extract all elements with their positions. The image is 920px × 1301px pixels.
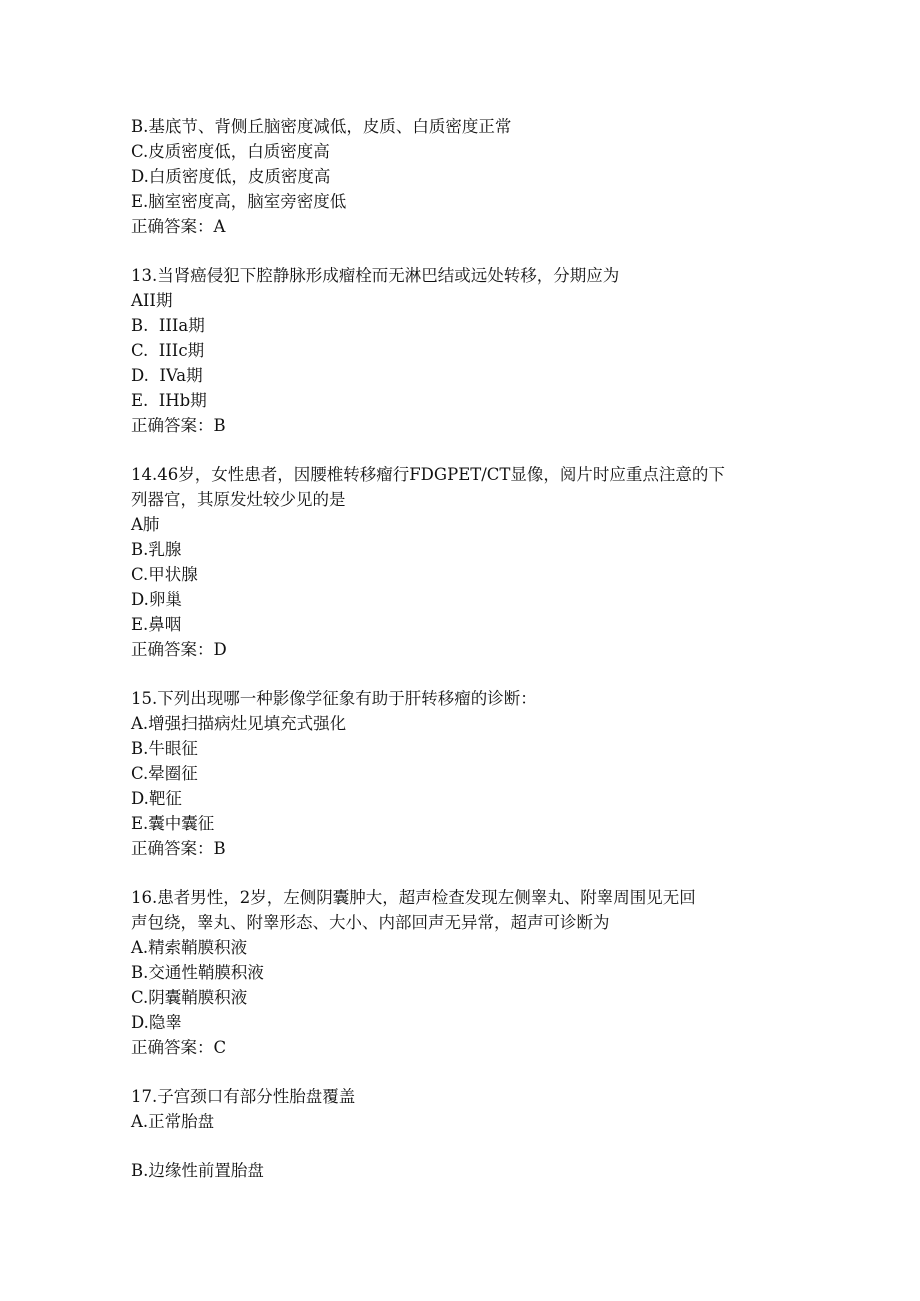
option-c: C.阴囊鞘膜积液	[131, 988, 248, 1007]
option-c: C.甲状腺	[131, 565, 198, 584]
option-b: B.基底节、背侧丘脑密度减低，皮质、白质密度正常	[131, 117, 512, 136]
document-page	[131, 114, 811, 1183]
question-stem-cont: 列器官，其原发灶较少见的是	[131, 490, 346, 509]
option-a: A.增强扫描病灶见填充式强化	[131, 714, 347, 733]
question-14	[131, 462, 811, 662]
option-e: E.脑室密度高，脑室旁密度低	[131, 192, 347, 211]
option-c: C.皮质密度低，白质密度高	[131, 142, 330, 161]
option-e: E. IHb期	[131, 391, 207, 410]
question-13	[131, 263, 811, 438]
option-e: E.囊中囊征	[131, 814, 215, 833]
correct-answer: 正确答案：B	[131, 416, 226, 435]
question-stem: 13.当肾癌侵犯下腔静脉形成瘤栓而无淋巴结或远处转移，分期应为	[131, 266, 620, 285]
question-16	[131, 885, 811, 1060]
correct-answer: 正确答案：A	[131, 217, 226, 236]
question-12-tail	[131, 114, 811, 239]
question-stem: 15.下列出现哪一种影像学征象有助于肝转移瘤的诊断：	[131, 689, 537, 708]
option-d: D.白质密度低，皮质密度高	[131, 167, 331, 186]
question-stem: 17.子宫颈口有部分性胎盘覆盖	[131, 1087, 356, 1106]
option-d: D.卵巢	[131, 590, 182, 609]
option-e: E.鼻咽	[131, 615, 182, 634]
correct-answer: 正确答案：C	[131, 1038, 227, 1057]
option-b: B.牛眼征	[131, 739, 198, 758]
question-stem-cont: 声包绕，睾丸、附睾形态、大小、内部回声无异常，超声可诊断为	[131, 913, 610, 932]
option-b: B.乳腺	[131, 540, 182, 559]
option-d: D.靶征	[131, 789, 182, 808]
question-17	[131, 1084, 811, 1134]
question-stem: 16.患者男性，2岁，左侧阴囊肿大，超声检查发现左侧睾丸、附睾周围见无回	[131, 888, 696, 907]
correct-answer: 正确答案：B	[131, 839, 226, 858]
question-17-cont	[131, 1158, 811, 1183]
question-15	[131, 686, 811, 861]
option-a: A.精索鞘膜积液	[131, 938, 248, 957]
option-a: A肺	[131, 515, 160, 534]
correct-answer: 正确答案：D	[131, 640, 227, 659]
option-b: B. IIIa期	[131, 316, 205, 335]
option-d: D.隐睾	[131, 1013, 182, 1032]
option-b: B.边缘性前置胎盘	[131, 1161, 264, 1180]
option-d: D. IVa期	[131, 366, 203, 385]
option-a: AII期	[131, 291, 173, 310]
option-b: B.交通性鞘膜积液	[131, 963, 264, 982]
option-a: A.正常胎盘	[131, 1112, 215, 1131]
option-c: C.晕圈征	[131, 764, 198, 783]
option-c: C. IIIc期	[131, 341, 205, 360]
question-stem: 14.46岁，女性患者，因腰椎转移瘤行FDGPET/CT显像，阅片时应重点注意的下	[131, 465, 725, 484]
